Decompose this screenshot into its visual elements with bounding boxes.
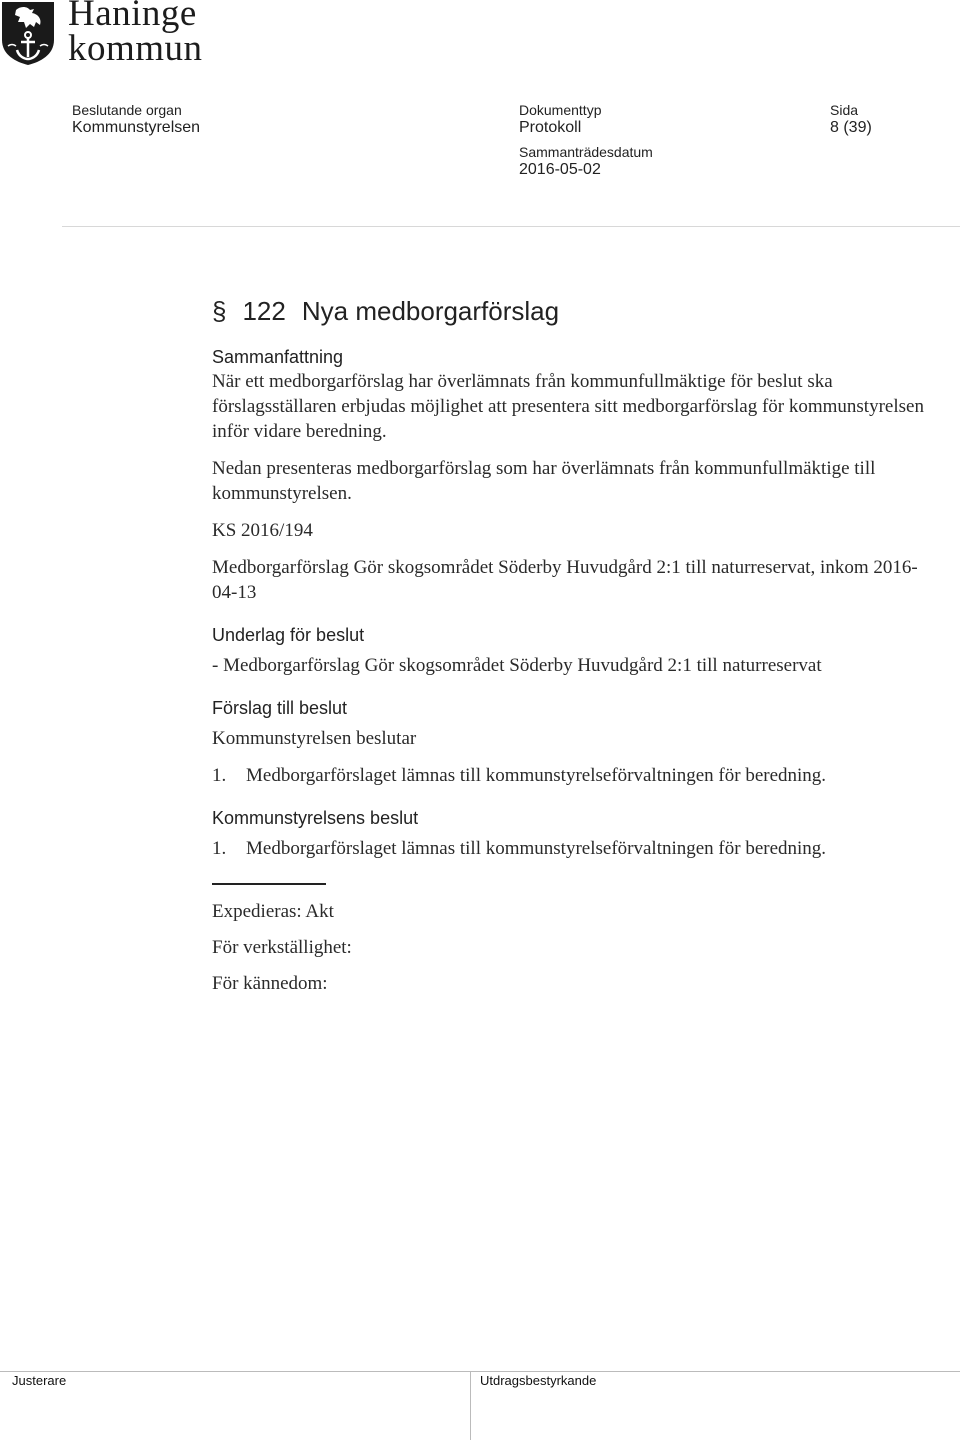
beslut-list-item bbox=[212, 836, 932, 861]
forslag-item-number: 1. bbox=[212, 765, 227, 786]
sammanfattning-paragraph-3: Medborgarförslag Gör skogsområdet Söderby Huvudgård 2:1 till naturreservat, inkom 2016-04-13 bbox=[212, 557, 918, 603]
sammanfattning-paragraph-1: När ett medborgarförslag har överlämnats från kommunfullmäktige för beslut ska förslagsställaren erbjudas möjlighet att presentera sitt medborgarförslag för kommunstyrelsen inför vidare beredning. bbox=[212, 371, 924, 442]
doctype-label: Dokumenttyp bbox=[519, 102, 602, 118]
distribution-rule bbox=[212, 883, 326, 885]
footer-divider bbox=[0, 1371, 960, 1372]
footer-column-divider bbox=[470, 1371, 471, 1440]
organ-label: Beslutande organ bbox=[72, 102, 182, 118]
header-divider bbox=[62, 226, 960, 227]
section-heading bbox=[212, 296, 932, 327]
utdragsbestyrkande-label: Utdragsbestyrkande bbox=[480, 1373, 597, 1388]
ks-reference: KS 2016/194 bbox=[212, 520, 313, 541]
justerare-label: Justerare bbox=[12, 1373, 67, 1388]
forslag-heading: Förslag till beslut bbox=[212, 698, 348, 718]
kannedom-line: För kännedom: bbox=[212, 973, 328, 994]
sammanfattning-heading: Sammanfattning bbox=[212, 347, 344, 367]
beslut-item-number: 1. bbox=[212, 838, 227, 859]
date-value: 2016-05-02 bbox=[519, 161, 601, 178]
underlag-item: - Medborgarförslag Gör skogsområdet Söderby Huvudgård 2:1 till naturreservat bbox=[212, 655, 822, 676]
beslut-item-text: Medborgarförslaget lämnas till kommunstyrelseförvaltningen för beredning. bbox=[246, 838, 827, 859]
sammanfattning-paragraph-2: Nedan presenteras medborgarförslag som har överlämnats från kommunfullmäktige till kommunstyrelsen. bbox=[212, 458, 876, 504]
page-number: 8 (39) bbox=[830, 119, 872, 136]
logo-wordmark bbox=[68, 0, 203, 69]
date-label: Sammanträdesdatum bbox=[519, 144, 653, 160]
logo-line-2: kommun bbox=[68, 28, 203, 69]
forslag-intro: Kommunstyrelsen beslutar bbox=[212, 728, 417, 749]
section-title: Nya medborgarförslag bbox=[301, 296, 560, 326]
logo-line-1: Haninge bbox=[68, 0, 197, 34]
forslag-list-item bbox=[212, 763, 932, 788]
paragraph-symbol: § bbox=[212, 296, 227, 326]
expedieras-line: Expedieras: Akt bbox=[212, 901, 334, 922]
document-body bbox=[212, 296, 932, 1007]
haninge-crest-logo bbox=[0, 0, 56, 66]
section-number: 122 bbox=[242, 296, 286, 326]
beslut-heading: Kommunstyrelsens beslut bbox=[212, 808, 419, 828]
forslag-item-text: Medborgarförslaget lämnas till kommunstyrelseförvaltningen för beredning. bbox=[246, 765, 827, 786]
doctype-value: Protokoll bbox=[519, 119, 582, 136]
page-label: Sida bbox=[830, 102, 859, 118]
organ-value: Kommunstyrelsen bbox=[72, 119, 201, 136]
underlag-heading: Underlag för beslut bbox=[212, 625, 365, 645]
verkstallighet-line: För verkställighet: bbox=[212, 937, 352, 958]
